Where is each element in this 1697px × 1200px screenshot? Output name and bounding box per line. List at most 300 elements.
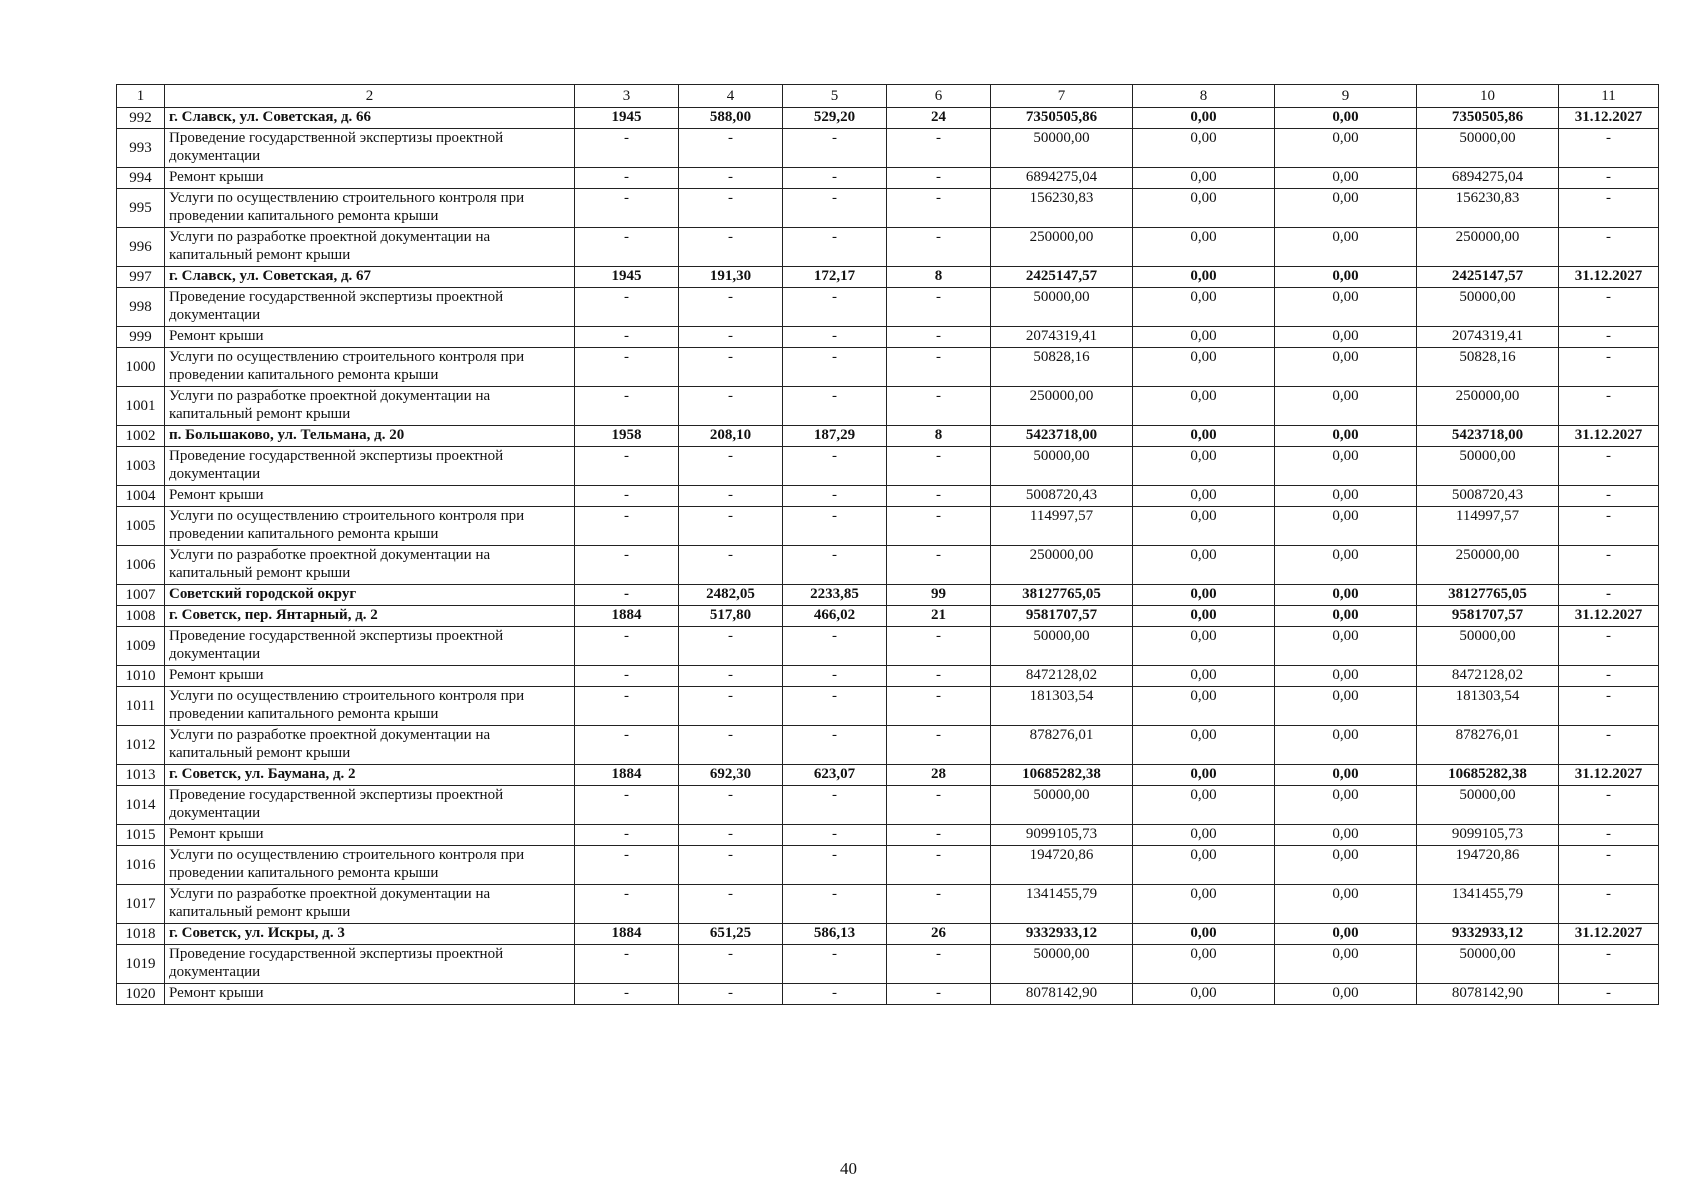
table-row-work (117, 348, 1659, 387)
value-cell-c9: 0,00 (1275, 687, 1417, 726)
row-number-cell: 994 (117, 168, 165, 189)
row-number-cell: 1018 (117, 924, 165, 945)
row-name-cell: Проведение государственной экспертизы проектной документации (165, 786, 575, 825)
value-cell-c6: - (887, 348, 991, 387)
value-cell-c5: - (783, 885, 887, 924)
value-cell-c4: - (679, 945, 783, 984)
value-cell-c8: 0,00 (1133, 945, 1275, 984)
header-cell: 6 (887, 85, 991, 108)
row-name-cell: Услуги по осуществлению строительного контроля при проведении капитального ремонта крыши (165, 189, 575, 228)
value-cell-c6: 99 (887, 585, 991, 606)
value-cell-c9: 0,00 (1275, 627, 1417, 666)
table-row-object (117, 585, 1659, 606)
row-name-cell: Проведение государственной экспертизы проектной документации (165, 627, 575, 666)
row-name-cell: Услуги по разработке проектной документации на капитальный ремонт крыши (165, 387, 575, 426)
value-cell-c8: 0,00 (1133, 726, 1275, 765)
value-cell-c4: 191,30 (679, 267, 783, 288)
row-number-cell: 997 (117, 267, 165, 288)
value-cell-c10: 38127765,05 (1417, 585, 1559, 606)
value-cell-c7: 50828,16 (991, 348, 1133, 387)
value-cell-c11: - (1559, 189, 1659, 228)
value-cell-c8: 0,00 (1133, 486, 1275, 507)
value-cell-c7: 1341455,79 (991, 885, 1133, 924)
value-cell-c9: 0,00 (1275, 387, 1417, 426)
value-cell-c11: 31.12.2027 (1559, 267, 1659, 288)
header-cell: 11 (1559, 85, 1659, 108)
value-cell-c10: 250000,00 (1417, 546, 1559, 585)
row-name-cell: Ремонт крыши (165, 168, 575, 189)
table-row-object (117, 924, 1659, 945)
table-row-work (117, 129, 1659, 168)
value-cell-c8: 0,00 (1133, 825, 1275, 846)
value-cell-c5: - (783, 945, 887, 984)
row-number-cell: 1004 (117, 486, 165, 507)
value-cell-c3: - (575, 627, 679, 666)
row-number-cell: 1019 (117, 945, 165, 984)
value-cell-c7: 8078142,90 (991, 984, 1133, 1005)
value-cell-c4: - (679, 627, 783, 666)
row-number-cell: 1007 (117, 585, 165, 606)
table-row-work (117, 387, 1659, 426)
value-cell-c11: - (1559, 666, 1659, 687)
row-name-cell: Ремонт крыши (165, 666, 575, 687)
value-cell-c10: 5008720,43 (1417, 486, 1559, 507)
value-cell-c11: - (1559, 885, 1659, 924)
value-cell-c4: - (679, 129, 783, 168)
value-cell-c9: 0,00 (1275, 267, 1417, 288)
table-row-work (117, 507, 1659, 546)
value-cell-c4: - (679, 786, 783, 825)
table-row-work (117, 168, 1659, 189)
value-cell-c9: 0,00 (1275, 168, 1417, 189)
row-name-cell: г. Советск, пер. Янтарный, д. 2 (165, 606, 575, 627)
header-cell: 10 (1417, 85, 1559, 108)
value-cell-c6: - (887, 627, 991, 666)
value-cell-c9: 0,00 (1275, 885, 1417, 924)
row-number-cell: 1012 (117, 726, 165, 765)
value-cell-c8: 0,00 (1133, 924, 1275, 945)
value-cell-c7: 250000,00 (991, 387, 1133, 426)
value-cell-c4: 692,30 (679, 765, 783, 786)
value-cell-c9: 0,00 (1275, 825, 1417, 846)
header-cell: 2 (165, 85, 575, 108)
row-name-cell: г. Славск, ул. Советская, д. 67 (165, 267, 575, 288)
value-cell-c9: 0,00 (1275, 765, 1417, 786)
value-cell-c4: - (679, 846, 783, 885)
value-cell-c9: 0,00 (1275, 945, 1417, 984)
document-table-container (116, 84, 1658, 1005)
value-cell-c11: - (1559, 846, 1659, 885)
value-cell-c6: - (887, 129, 991, 168)
value-cell-c5: 623,07 (783, 765, 887, 786)
row-number-cell: 1005 (117, 507, 165, 546)
row-number-cell: 1009 (117, 627, 165, 666)
value-cell-c10: 8472128,02 (1417, 666, 1559, 687)
value-cell-c7: 878276,01 (991, 726, 1133, 765)
value-cell-c7: 50000,00 (991, 627, 1133, 666)
value-cell-c5: 172,17 (783, 267, 887, 288)
value-cell-c11: - (1559, 585, 1659, 606)
value-cell-c9: 0,00 (1275, 228, 1417, 267)
value-cell-c11: - (1559, 984, 1659, 1005)
value-cell-c6: - (887, 786, 991, 825)
table-row-work (117, 666, 1659, 687)
value-cell-c9: 0,00 (1275, 189, 1417, 228)
row-number-cell: 1001 (117, 387, 165, 426)
value-cell-c8: 0,00 (1133, 846, 1275, 885)
value-cell-c10: 8078142,90 (1417, 984, 1559, 1005)
value-cell-c5: - (783, 348, 887, 387)
value-cell-c5: - (783, 825, 887, 846)
header-cell: 5 (783, 85, 887, 108)
value-cell-c3: 1945 (575, 267, 679, 288)
row-name-cell: Услуги по разработке проектной документации на капитальный ремонт крыши (165, 726, 575, 765)
value-cell-c7: 194720,86 (991, 846, 1133, 885)
value-cell-c5: - (783, 786, 887, 825)
value-cell-c3: - (575, 546, 679, 585)
value-cell-c7: 8472128,02 (991, 666, 1133, 687)
value-cell-c4: - (679, 507, 783, 546)
value-cell-c3: - (575, 585, 679, 606)
value-cell-c3: 1884 (575, 765, 679, 786)
value-cell-c10: 9332933,12 (1417, 924, 1559, 945)
row-number-cell: 1017 (117, 885, 165, 924)
row-number-cell: 1002 (117, 426, 165, 447)
table-row-work (117, 687, 1659, 726)
value-cell-c6: 26 (887, 924, 991, 945)
value-cell-c4: - (679, 189, 783, 228)
value-cell-c7: 50000,00 (991, 129, 1133, 168)
value-cell-c4: 208,10 (679, 426, 783, 447)
value-cell-c11: - (1559, 288, 1659, 327)
value-cell-c6: - (887, 687, 991, 726)
table-row-work (117, 825, 1659, 846)
value-cell-c3: - (575, 288, 679, 327)
table-row-work (117, 228, 1659, 267)
value-cell-c7: 5008720,43 (991, 486, 1133, 507)
row-name-cell: Услуги по осуществлению строительного контроля при проведении капитального ремонта крыши (165, 507, 575, 546)
value-cell-c10: 2425147,57 (1417, 267, 1559, 288)
value-cell-c6: - (887, 984, 991, 1005)
row-number-cell: 1020 (117, 984, 165, 1005)
value-cell-c4: 651,25 (679, 924, 783, 945)
value-cell-c10: 1341455,79 (1417, 885, 1559, 924)
value-cell-c9: 0,00 (1275, 486, 1417, 507)
page-number: 40 (840, 1159, 857, 1178)
table-row-work (117, 945, 1659, 984)
value-cell-c7: 10685282,38 (991, 765, 1133, 786)
value-cell-c7: 50000,00 (991, 786, 1133, 825)
value-cell-c11: - (1559, 627, 1659, 666)
row-name-cell: Услуги по осуществлению строительного контроля при проведении капитального ремонта крыши (165, 846, 575, 885)
table-row-work (117, 627, 1659, 666)
value-cell-c5: - (783, 984, 887, 1005)
value-cell-c5: - (783, 687, 887, 726)
value-cell-c10: 50828,16 (1417, 348, 1559, 387)
value-cell-c10: 250000,00 (1417, 387, 1559, 426)
table-row-work (117, 885, 1659, 924)
value-cell-c6: - (887, 546, 991, 585)
value-cell-c9: 0,00 (1275, 984, 1417, 1005)
row-number-cell: 1003 (117, 447, 165, 486)
header-cell: 4 (679, 85, 783, 108)
value-cell-c3: - (575, 687, 679, 726)
header-cell: 3 (575, 85, 679, 108)
value-cell-c3: - (575, 507, 679, 546)
row-number-cell: 1015 (117, 825, 165, 846)
value-cell-c9: 0,00 (1275, 327, 1417, 348)
table-row-work (117, 486, 1659, 507)
value-cell-c8: 0,00 (1133, 228, 1275, 267)
value-cell-c7: 9581707,57 (991, 606, 1133, 627)
row-number-cell: 1014 (117, 786, 165, 825)
row-number-cell: 998 (117, 288, 165, 327)
value-cell-c3: - (575, 726, 679, 765)
row-number-cell: 1010 (117, 666, 165, 687)
value-cell-c6: - (887, 288, 991, 327)
value-cell-c8: 0,00 (1133, 546, 1275, 585)
value-cell-c9: 0,00 (1275, 288, 1417, 327)
value-cell-c5: 2233,85 (783, 585, 887, 606)
value-cell-c10: 5423718,00 (1417, 426, 1559, 447)
value-cell-c6: - (887, 726, 991, 765)
value-cell-c8: 0,00 (1133, 606, 1275, 627)
value-cell-c6: - (887, 228, 991, 267)
value-cell-c11: - (1559, 507, 1659, 546)
row-name-cell: Советский городской округ (165, 585, 575, 606)
value-cell-c11: - (1559, 825, 1659, 846)
row-name-cell: Ремонт крыши (165, 984, 575, 1005)
value-cell-c5: - (783, 507, 887, 546)
value-cell-c5: - (783, 228, 887, 267)
value-cell-c4: - (679, 984, 783, 1005)
row-number-cell: 993 (117, 129, 165, 168)
value-cell-c3: - (575, 666, 679, 687)
row-name-cell: Услуги по разработке проектной документации на капитальный ремонт крыши (165, 228, 575, 267)
value-cell-c11: - (1559, 348, 1659, 387)
value-cell-c5: - (783, 327, 887, 348)
value-cell-c9: 0,00 (1275, 666, 1417, 687)
value-cell-c4: - (679, 327, 783, 348)
value-cell-c8: 0,00 (1133, 507, 1275, 546)
value-cell-c11: - (1559, 786, 1659, 825)
value-cell-c4: 517,80 (679, 606, 783, 627)
value-cell-c3: - (575, 486, 679, 507)
header-cell: 7 (991, 85, 1133, 108)
table-row-work (117, 447, 1659, 486)
value-cell-c4: - (679, 447, 783, 486)
value-cell-c6: - (887, 189, 991, 228)
value-cell-c9: 0,00 (1275, 447, 1417, 486)
table-row-work (117, 327, 1659, 348)
header-cell: 9 (1275, 85, 1417, 108)
value-cell-c9: 0,00 (1275, 585, 1417, 606)
value-cell-c10: 878276,01 (1417, 726, 1559, 765)
value-cell-c7: 250000,00 (991, 546, 1133, 585)
value-cell-c3: 1884 (575, 924, 679, 945)
value-cell-c11: - (1559, 327, 1659, 348)
value-cell-c10: 10685282,38 (1417, 765, 1559, 786)
row-name-cell: Проведение государственной экспертизы проектной документации (165, 447, 575, 486)
row-number-cell: 1013 (117, 765, 165, 786)
value-cell-c10: 156230,83 (1417, 189, 1559, 228)
row-number-cell: 1006 (117, 546, 165, 585)
value-cell-c5: - (783, 846, 887, 885)
table-row-work (117, 846, 1659, 885)
value-cell-c8: 0,00 (1133, 687, 1275, 726)
value-cell-c11: 31.12.2027 (1559, 606, 1659, 627)
value-cell-c7: 250000,00 (991, 228, 1133, 267)
value-cell-c7: 9099105,73 (991, 825, 1133, 846)
value-cell-c11: - (1559, 486, 1659, 507)
value-cell-c8: 0,00 (1133, 426, 1275, 447)
value-cell-c10: 50000,00 (1417, 945, 1559, 984)
row-number-cell: 999 (117, 327, 165, 348)
value-cell-c11: - (1559, 945, 1659, 984)
row-name-cell: Проведение государственной экспертизы проектной документации (165, 945, 575, 984)
value-cell-c11: - (1559, 168, 1659, 189)
value-cell-c6: 24 (887, 108, 991, 129)
value-cell-c4: - (679, 666, 783, 687)
value-cell-c10: 2074319,41 (1417, 327, 1559, 348)
row-name-cell: г. Советск, ул. Искры, д. 3 (165, 924, 575, 945)
value-cell-c5: 529,20 (783, 108, 887, 129)
value-cell-c3: - (575, 786, 679, 825)
header-cell: 8 (1133, 85, 1275, 108)
value-cell-c3: - (575, 846, 679, 885)
value-cell-c4: - (679, 387, 783, 426)
value-cell-c7: 50000,00 (991, 447, 1133, 486)
value-cell-c7: 181303,54 (991, 687, 1133, 726)
row-number-cell: 995 (117, 189, 165, 228)
value-cell-c3: - (575, 945, 679, 984)
row-name-cell: Проведение государственной экспертизы проектной документации (165, 288, 575, 327)
value-cell-c7: 114997,57 (991, 507, 1133, 546)
value-cell-c11: - (1559, 387, 1659, 426)
table-row-object (117, 267, 1659, 288)
value-cell-c4: - (679, 228, 783, 267)
value-cell-c6: 21 (887, 606, 991, 627)
value-cell-c5: - (783, 546, 887, 585)
value-cell-c6: - (887, 945, 991, 984)
value-cell-c10: 50000,00 (1417, 627, 1559, 666)
capital-repair-table (116, 84, 1659, 1005)
value-cell-c7: 2425147,57 (991, 267, 1133, 288)
value-cell-c9: 0,00 (1275, 924, 1417, 945)
value-cell-c6: 8 (887, 426, 991, 447)
value-cell-c11: - (1559, 129, 1659, 168)
row-name-cell: п. Большаково, ул. Тельмана, д. 20 (165, 426, 575, 447)
value-cell-c8: 0,00 (1133, 327, 1275, 348)
value-cell-c6: - (887, 666, 991, 687)
value-cell-c11: 31.12.2027 (1559, 924, 1659, 945)
value-cell-c6: - (887, 168, 991, 189)
row-name-cell: Услуги по осуществлению строительного контроля при проведении капитального ремонта крыши (165, 348, 575, 387)
table-row-work (117, 726, 1659, 765)
value-cell-c5: - (783, 189, 887, 228)
value-cell-c5: - (783, 288, 887, 327)
table-row-object (117, 426, 1659, 447)
value-cell-c8: 0,00 (1133, 786, 1275, 825)
table-row-work (117, 189, 1659, 228)
value-cell-c10: 50000,00 (1417, 288, 1559, 327)
value-cell-c9: 0,00 (1275, 726, 1417, 765)
table-row-work (117, 546, 1659, 585)
value-cell-c8: 0,00 (1133, 129, 1275, 168)
row-name-cell: Ремонт крыши (165, 327, 575, 348)
value-cell-c6: - (887, 825, 991, 846)
value-cell-c8: 0,00 (1133, 108, 1275, 129)
value-cell-c3: 1958 (575, 426, 679, 447)
value-cell-c3: 1884 (575, 606, 679, 627)
value-cell-c11: - (1559, 228, 1659, 267)
header-cell: 1 (117, 85, 165, 108)
value-cell-c8: 0,00 (1133, 387, 1275, 426)
value-cell-c8: 0,00 (1133, 267, 1275, 288)
value-cell-c7: 9332933,12 (991, 924, 1133, 945)
value-cell-c5: - (783, 387, 887, 426)
value-cell-c3: - (575, 984, 679, 1005)
value-cell-c10: 50000,00 (1417, 447, 1559, 486)
value-cell-c4: - (679, 687, 783, 726)
row-name-cell: Услуги по разработке проектной документации на капитальный ремонт крыши (165, 885, 575, 924)
value-cell-c10: 50000,00 (1417, 129, 1559, 168)
value-cell-c6: - (887, 447, 991, 486)
value-cell-c11: - (1559, 687, 1659, 726)
value-cell-c5: - (783, 447, 887, 486)
value-cell-c10: 181303,54 (1417, 687, 1559, 726)
row-name-cell: Проведение государственной экспертизы проектной документации (165, 129, 575, 168)
row-number-cell: 1016 (117, 846, 165, 885)
value-cell-c7: 6894275,04 (991, 168, 1133, 189)
value-cell-c3: - (575, 825, 679, 846)
table-body (117, 108, 1659, 1005)
column-number-row (117, 85, 1659, 108)
value-cell-c6: - (887, 507, 991, 546)
value-cell-c4: 2482,05 (679, 585, 783, 606)
value-cell-c6: - (887, 486, 991, 507)
row-number-cell: 1000 (117, 348, 165, 387)
value-cell-c9: 0,00 (1275, 129, 1417, 168)
value-cell-c4: - (679, 288, 783, 327)
value-cell-c11: 31.12.2027 (1559, 426, 1659, 447)
row-name-cell: Услуги по разработке проектной документации на капитальный ремонт крыши (165, 546, 575, 585)
row-number-cell: 1011 (117, 687, 165, 726)
value-cell-c11: 31.12.2027 (1559, 765, 1659, 786)
value-cell-c8: 0,00 (1133, 348, 1275, 387)
value-cell-c5: - (783, 627, 887, 666)
value-cell-c3: - (575, 189, 679, 228)
value-cell-c10: 250000,00 (1417, 228, 1559, 267)
row-number-cell: 992 (117, 108, 165, 129)
table-row-work (117, 984, 1659, 1005)
value-cell-c4: - (679, 348, 783, 387)
value-cell-c8: 0,00 (1133, 666, 1275, 687)
value-cell-c10: 6894275,04 (1417, 168, 1559, 189)
value-cell-c8: 0,00 (1133, 585, 1275, 606)
value-cell-c3: 1945 (575, 108, 679, 129)
value-cell-c4: - (679, 825, 783, 846)
value-cell-c5: - (783, 129, 887, 168)
value-cell-c8: 0,00 (1133, 885, 1275, 924)
value-cell-c3: - (575, 168, 679, 189)
value-cell-c3: - (575, 387, 679, 426)
table-row-object (117, 765, 1659, 786)
value-cell-c6: 28 (887, 765, 991, 786)
value-cell-c6: - (887, 885, 991, 924)
value-cell-c7: 50000,00 (991, 945, 1133, 984)
value-cell-c10: 194720,86 (1417, 846, 1559, 885)
